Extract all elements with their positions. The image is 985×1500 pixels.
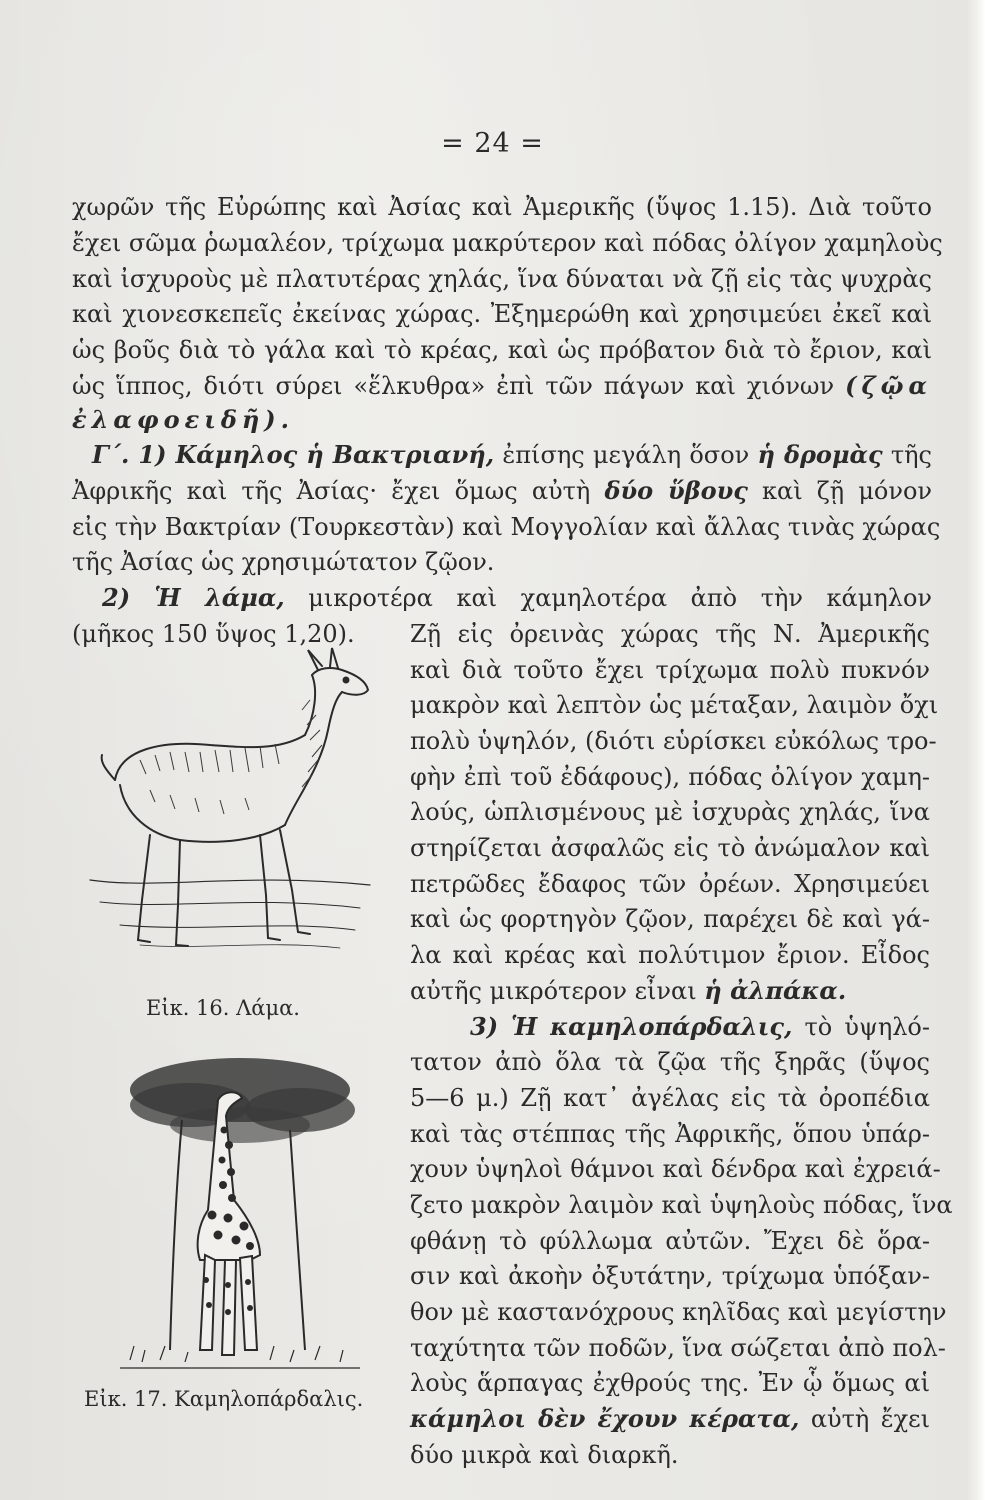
figure-caption: Εἰκ. 17. Καμηλοπάρδαλις. bbox=[84, 1387, 364, 1411]
text-segment: Ἀφρικῆς καὶ τῆς Ἀσίας· ἔχει ὅμως αὐτὴ bbox=[72, 477, 591, 505]
bold-term: ἐλαφοειδῆ). bbox=[72, 405, 294, 434]
bold-term: ἡ ἀλπάκα. bbox=[704, 976, 847, 1005]
text-line: λούς, ὡπλισμένους μὲ ἰσχυρὰς χηλάς, ἵνα bbox=[410, 798, 930, 826]
text-line bbox=[72, 371, 932, 401]
page-number: = 24 = bbox=[441, 128, 544, 159]
text-segment: τῆς bbox=[890, 441, 932, 469]
text-line: καὶ ἰσχυροὺς μὲ πλατυτέρας χηλάς, ἵνα δύναται νὰ ζῇ εἰς τὰς ψυχρὰς bbox=[72, 265, 932, 293]
text-line: δύο μικρὰ καὶ διαρκῆ. bbox=[410, 1441, 679, 1469]
text-segment: καὶ ζῇ μόνον bbox=[762, 477, 932, 505]
text-line: φὴν ἐπὶ τοῦ ἐδάφους), πόδας ὀλίγον χαμη- bbox=[410, 763, 930, 791]
text-line: πετρῶδες ἔδαφος τῶν ὀρέων. Χρησιμεύει bbox=[410, 870, 930, 898]
text-line: ταχύτητα τῶν ποδῶν, ἵνα σώζεται ἀπὸ πολ- bbox=[410, 1334, 946, 1362]
llama-illustration bbox=[80, 640, 390, 990]
text-line: 5—6 μ.) Ζῇ κατ᾽ ἀγέλας εἰς τὰ ὀροπέδια bbox=[410, 1084, 930, 1112]
text-line: καὶ ὡς φορτηγὸν ζῷον, παρέχει δὲ καὶ γά- bbox=[410, 905, 930, 933]
giraffe-illustration bbox=[100, 1050, 380, 1380]
text-line: χωρῶν τῆς Εὐρώπης καὶ Ἀσίας καὶ Ἀμερικῆς (ὕψος 1.15). Διὰ τοῦτο bbox=[72, 193, 932, 221]
text-line bbox=[410, 1404, 930, 1434]
text-line: μακρὸν καὶ λεπτὸν ὡς μέταξαν, λαιμὸν ὄχι bbox=[410, 691, 939, 719]
text-line: τατον ἀπὸ ὅλα τὰ ζῷα τῆς ξηρᾶς (ὕψος bbox=[410, 1048, 930, 1076]
text-line: φθάνῃ τὸ φύλλωμα αὐτῶν. Ἔχει δὲ ὅρα- bbox=[410, 1227, 930, 1255]
text-line: θον μὲ καστανόχρους κηλῖδας καὶ μεγίστην bbox=[410, 1298, 947, 1326]
text-segment: αὐτῆς μικρότερον εἶναι bbox=[410, 977, 697, 1005]
text-segment: ἐπίσης μεγάλη ὅσον bbox=[502, 441, 750, 469]
text-line: ὡς βοῦς διὰ τὸ γάλα καὶ τὸ κρέας, καὶ ὡς πρόβατον διὰ τὸ ἔριον, καὶ bbox=[72, 336, 932, 364]
text-line bbox=[470, 1012, 930, 1042]
text-line: καὶ χιονεσκεπεῖς ἐκείνας χώρας. Ἐξημερώθη καὶ χρησιμεύει ἐκεῖ καὶ bbox=[72, 300, 932, 328]
text-line: εἰς τὴν Βακτρίαν (Τουρκεστὰν) καὶ Μογγολίαν καὶ ἄλλας τινὰς χώρας bbox=[72, 513, 941, 541]
text-line: Ζῇ εἰς ὀρεινὰς χώρας τῆς Ν. Ἀμερικῆς bbox=[410, 620, 930, 648]
section-heading: 3) Ἡ καμηλοπάρδαλις, bbox=[470, 1012, 793, 1041]
text-line: λοὺς ἅρπαγας ἐχθρούς της. Ἐν ᾧ ὅμως αἱ bbox=[410, 1369, 930, 1397]
text-line: λα καὶ κρέας καὶ πολύτιμον ἔριον. Εἶδος bbox=[410, 941, 930, 969]
text-line bbox=[72, 476, 932, 506]
text-line: στηρίζεται ἀσφαλῶς εἰς τὸ ἀνώμαλον καὶ bbox=[410, 834, 930, 862]
section-heading: 2) Ἡ λάμα, bbox=[102, 583, 285, 612]
text-line: καὶ τὰς στέππας τῆς Ἀφρικῆς, ὅπου ὑπάρ- bbox=[410, 1120, 930, 1148]
text-line: σιν καὶ ἀκοὴν ὀξυτάτην, τρίχωμα ὑπόξαν- bbox=[410, 1262, 930, 1290]
text-segment: ὡς ἵππος, διότι σύρει «ἕλκυθρα» ἐπὶ τῶν πάγων καὶ χιόνων bbox=[72, 372, 835, 400]
text-line bbox=[92, 440, 932, 470]
figure-caption: Εἰκ. 16. Λάμα. bbox=[146, 996, 300, 1020]
text-line: καὶ διὰ τοῦτο ἔχει τρίχωμα πολὺ πυκνόν bbox=[410, 656, 930, 684]
text-line: χουν ὑψηλοὶ θάμνοι καὶ δένδρα καὶ ἐχρειά- bbox=[410, 1155, 941, 1183]
text-line bbox=[410, 976, 930, 1006]
bold-term: δύο ὕβους bbox=[604, 476, 748, 505]
page-edge bbox=[967, 0, 985, 1500]
text-line: ζετο μακρὸν λαιμὸν καὶ ὑψηλοὺς πόδας, ἵνα bbox=[410, 1191, 953, 1219]
text-line: (μῆκος 150 ὕψος 1,20). bbox=[72, 620, 355, 648]
text-segment: μικροτέρα καὶ χαμηλοτέρα ἀπὸ τὴν κάμηλον bbox=[308, 584, 932, 612]
section-heading: Γ΄. 1) Κάμηλος ἡ Βακτριανή, bbox=[92, 440, 495, 469]
text-line: τῆς Ἀσίας ὡς χρησιμώτατον ζῷον. bbox=[72, 548, 495, 576]
bold-term: ἡ δρομὰς bbox=[757, 440, 883, 469]
text-line: πολὺ ὑψηλόν, (διότι εὑρίσκει εὐκόλως τρο- bbox=[410, 727, 937, 755]
text-line: ἔχει σῶμα ῥωμαλέον, τρίχωμα μακρύτερον καὶ πόδας ὀλίγον χαμηλοὺς bbox=[72, 229, 943, 257]
bold-term: κάμηλοι δὲν ἔχουν κέρατα, bbox=[410, 1404, 800, 1433]
text-segment: αὐτὴ ἔχει bbox=[810, 1405, 930, 1433]
text-line bbox=[102, 583, 932, 613]
bold-term: (ζῷα bbox=[845, 371, 932, 400]
text-segment: τὸ ὑψηλό- bbox=[804, 1013, 930, 1041]
